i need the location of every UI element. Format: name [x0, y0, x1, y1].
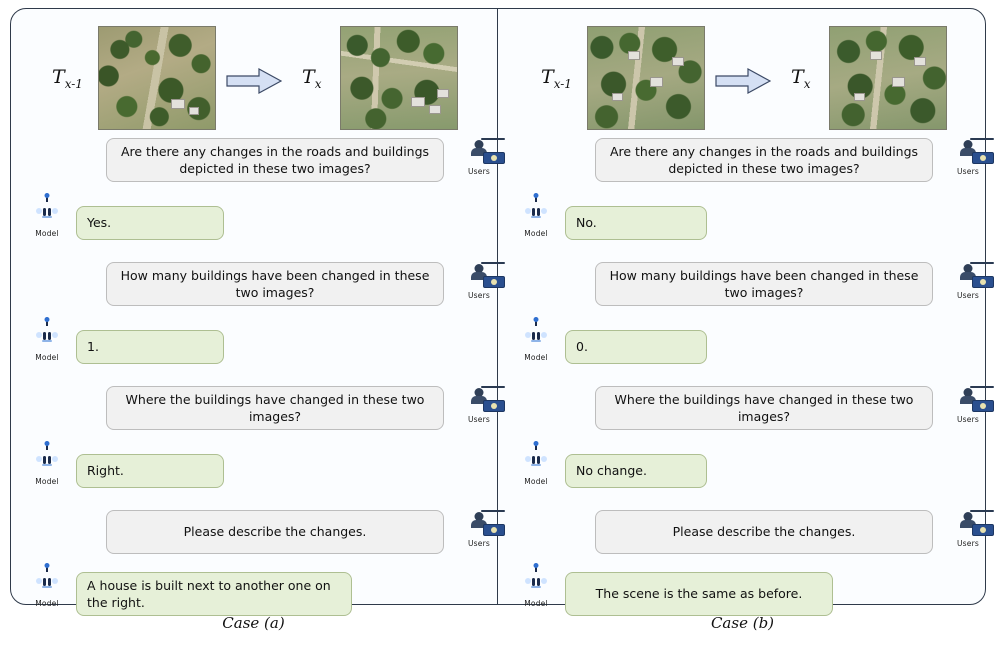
cur-time-subscript: x	[314, 76, 322, 91]
model-message-bubble: A house is built next to another one on the right.	[76, 572, 352, 616]
prev-time-letter: T	[541, 66, 554, 88]
robot-icon	[33, 572, 61, 598]
chat-row	[499, 262, 986, 324]
case-a-prev-time-label	[52, 66, 83, 91]
chat-row	[10, 138, 497, 200]
case-b-panel	[499, 8, 986, 608]
user-avatar-label: Users	[467, 291, 490, 300]
robot-icon	[522, 450, 550, 476]
prev-time-subscript: x-1	[553, 76, 572, 91]
user-message-bubble: Where the buildings have changed in these two images?	[595, 386, 933, 430]
model-avatar	[515, 572, 557, 608]
chat-row	[10, 448, 497, 510]
case-b-prev-time-label	[541, 66, 572, 91]
cur-time-letter: T	[791, 66, 804, 88]
case-b-cur-time-label	[791, 66, 810, 91]
user-icon	[465, 140, 493, 166]
user-avatar	[458, 388, 500, 424]
chat-row	[10, 262, 497, 324]
model-avatar-label: Model	[524, 229, 548, 238]
user-message-bubble: How many buildings have been changed in these two images?	[595, 262, 933, 306]
user-avatar	[947, 140, 989, 176]
chat-row	[499, 138, 986, 200]
user-avatar	[458, 512, 500, 548]
user-avatar-label: Users	[956, 539, 979, 548]
model-message-bubble: 0.	[565, 330, 707, 364]
case-a-caption: Case (a)	[222, 614, 285, 632]
user-avatar-label: Users	[956, 291, 979, 300]
user-icon	[954, 140, 982, 166]
user-icon	[954, 264, 982, 290]
model-message-bubble: No change.	[565, 454, 707, 488]
robot-icon	[522, 326, 550, 352]
user-icon	[954, 388, 982, 414]
prev-time-letter: T	[52, 66, 65, 88]
user-avatar-label: Users	[467, 167, 490, 176]
model-avatar	[26, 450, 68, 486]
user-message-bubble: Are there any changes in the roads and buildings depicted in these two images?	[106, 138, 444, 182]
user-icon	[465, 264, 493, 290]
case-a-panel	[10, 8, 497, 610]
case-b-before-image	[587, 26, 705, 130]
case-a-after-image	[340, 26, 458, 130]
user-avatar-label: Users	[467, 539, 490, 548]
chat-row	[499, 448, 986, 510]
case-b-conversation	[499, 138, 986, 634]
right-arrow-icon	[715, 68, 771, 94]
model-message-bubble: The scene is the same as before.	[565, 572, 833, 616]
model-message-bubble: 1.	[76, 330, 224, 364]
user-avatar	[458, 140, 500, 176]
model-avatar-label: Model	[35, 353, 59, 362]
case-a-before-image	[98, 26, 216, 130]
model-avatar	[515, 202, 557, 238]
model-message-bubble: No.	[565, 206, 707, 240]
user-avatar-label: Users	[956, 167, 979, 176]
case-a-conversation	[10, 138, 497, 634]
model-avatar	[26, 326, 68, 362]
robot-icon	[522, 202, 550, 228]
chat-row	[10, 386, 497, 448]
model-avatar	[26, 572, 68, 608]
user-message-bubble: Please describe the changes.	[595, 510, 933, 554]
model-avatar	[515, 450, 557, 486]
model-avatar-label: Model	[35, 229, 59, 238]
robot-icon	[522, 572, 550, 598]
model-message-bubble: Right.	[76, 454, 224, 488]
user-icon	[465, 388, 493, 414]
chat-row	[10, 324, 497, 386]
user-avatar	[947, 264, 989, 300]
model-avatar-label: Model	[524, 353, 548, 362]
model-avatar-label: Model	[35, 477, 59, 486]
prev-time-subscript: x-1	[64, 76, 83, 91]
user-avatar	[458, 264, 500, 300]
chat-row	[10, 200, 497, 262]
case-b-timeline	[499, 20, 986, 138]
right-arrow-icon	[226, 68, 282, 94]
user-message-bubble: Please describe the changes.	[106, 510, 444, 554]
model-avatar-label: Model	[524, 599, 548, 608]
user-icon	[954, 512, 982, 538]
case-b-after-image	[829, 26, 947, 130]
robot-icon	[33, 450, 61, 476]
case-a-timeline	[10, 20, 497, 138]
user-avatar-label: Users	[467, 415, 490, 424]
chat-row	[499, 510, 986, 572]
robot-icon	[33, 326, 61, 352]
model-avatar-label: Model	[35, 599, 59, 608]
model-avatar	[515, 326, 557, 362]
chat-row	[499, 200, 986, 262]
chat-row	[499, 324, 986, 386]
robot-icon	[33, 202, 61, 228]
model-avatar-label: Model	[524, 477, 548, 486]
case-b-caption: Case (b)	[710, 614, 775, 632]
chat-row	[10, 510, 497, 572]
user-avatar	[947, 512, 989, 548]
user-message-bubble: Are there any changes in the roads and buildings depicted in these two images?	[595, 138, 933, 182]
user-message-bubble: Where the buildings have changed in these two images?	[106, 386, 444, 430]
user-message-bubble: How many buildings have been changed in these two images?	[106, 262, 444, 306]
model-avatar	[26, 202, 68, 238]
user-avatar-label: Users	[956, 415, 979, 424]
user-avatar	[947, 388, 989, 424]
cur-time-subscript: x	[803, 76, 811, 91]
case-a-cur-time-label	[302, 66, 321, 91]
model-message-bubble: Yes.	[76, 206, 224, 240]
chat-row	[499, 386, 986, 448]
cur-time-letter: T	[302, 66, 315, 88]
user-icon	[465, 512, 493, 538]
